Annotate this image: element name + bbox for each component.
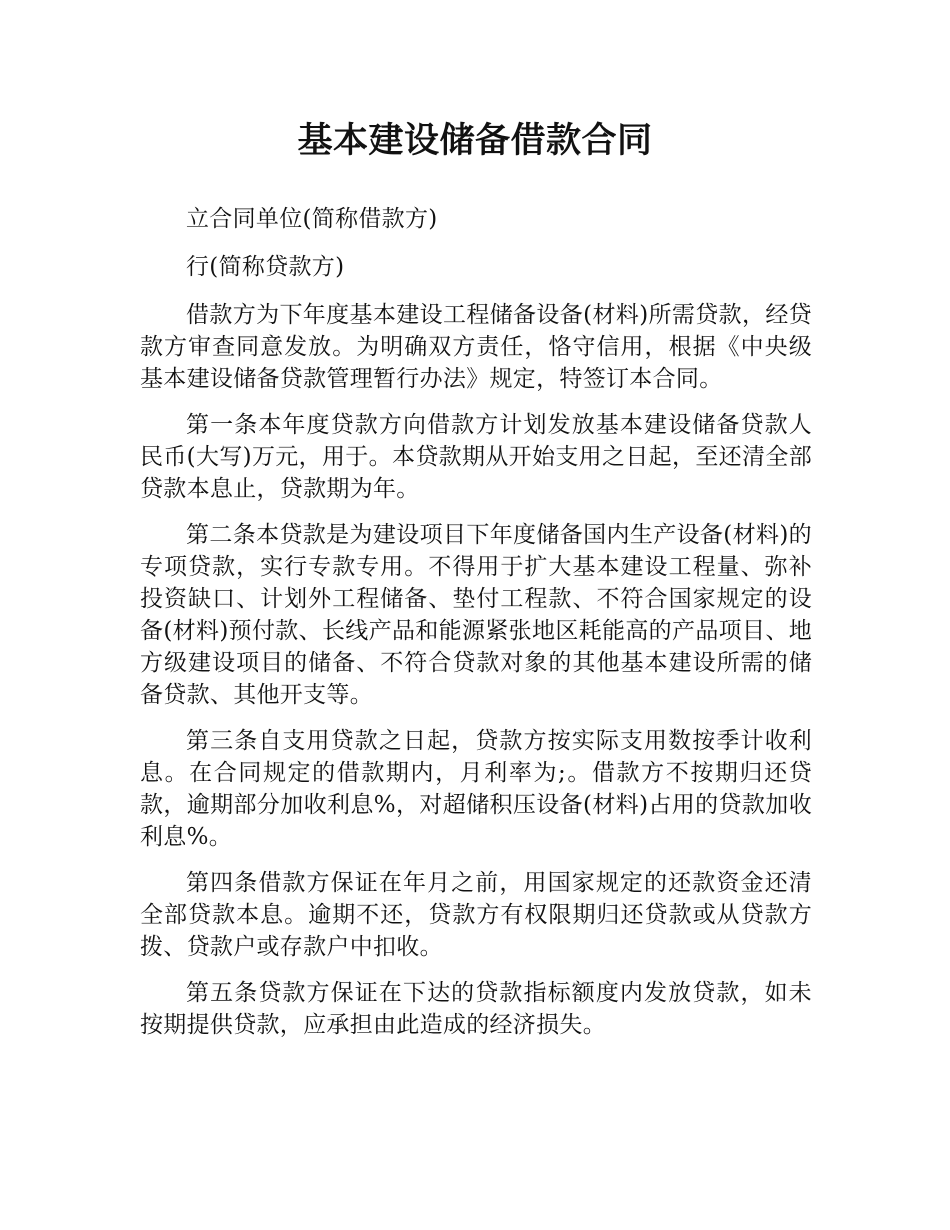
paragraph-lender: 行(简称贷款方) [186, 254, 345, 280]
paragraph-article-2: 第二条本贷款是为建设项目下年度储备国内生产设备(材料)的专项贷款，实行专款专用。不得用于扩大基本建设工程量、弥补投资缺口、计划外工程储备、垫付工程款、不符合国家规定的设备(材料)预付款、长线产品和能源紧张地区耗能高的产品项目、地方级建设项目的储备、不符合贷款对象的其他基本建设所需的储备贷款、其他开支等。 [140, 522, 812, 708]
paragraph-article-3: 第三条自支用贷款之日起，贷款方按实际支用数按季计收利息。在合同规定的借款期内，月利率为;。借款方不按期归还贷款，逾期部分加收利息%，对超储积压设备(材料)占用的贷款加收利息%。 [140, 728, 812, 850]
document-body [140, 203, 812, 1055]
document-title: 基本建设储备借款合同 [297, 121, 653, 161]
paragraph-article-4: 第四条借款方保证在年月之前，用国家规定的还款资金还清全部贷款本息。逾期不还，贷款方有权限期归还贷款或从贷款方拨、贷款户或存款户中扣收。 [140, 870, 812, 960]
paragraph-preamble: 借款方为下年度基本建设工程储备设备(材料)所需贷款，经贷款方审查同意发放。为明确双方责任，恪守信用，根据《中央级基本建设储备贷款管理暂行办法》规定，特签订本合同。 [140, 302, 812, 392]
paragraph-article-5: 第五条贷款方保证在下达的贷款指标额度内发放贷款，如未按期提供贷款，应承担由此造成的经济损失。 [140, 980, 812, 1038]
paragraph-article-1: 第一条本年度贷款方向借款方计划发放基本建设储备贷款人民币(大写)万元，用于。本贷款期从开始支用之日起，至还清全部贷款本息止，贷款期为年。 [140, 412, 812, 502]
paragraph-borrower: 立合同单位(简称借款方) [186, 206, 438, 232]
